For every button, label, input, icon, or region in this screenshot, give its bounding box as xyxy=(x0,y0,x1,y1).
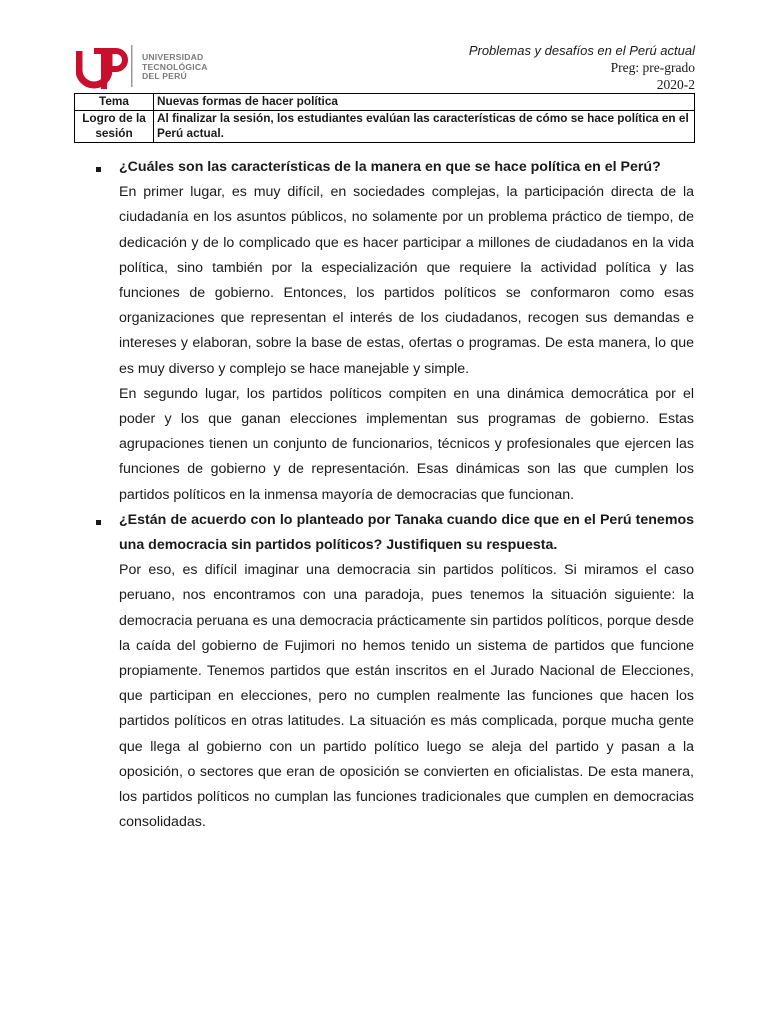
question-text: ¿Cuáles son las características de la manera en que se hace política en el Perú? xyxy=(119,159,661,175)
university-logo xyxy=(76,44,216,90)
bullet-icon xyxy=(96,167,101,172)
table-row xyxy=(75,110,695,142)
question-heading xyxy=(119,508,694,558)
program-label: Preg: pre-grado xyxy=(610,60,695,75)
utp-logo-icon xyxy=(76,44,136,90)
logo-line: UNIVERSIDAD xyxy=(142,52,204,62)
topic-value: Nuevas formas de hacer política xyxy=(154,94,695,111)
logo-line: DEL PERÚ xyxy=(142,71,187,81)
topic-label: Tema xyxy=(75,94,154,111)
answer-paragraph: Por eso, es difícil imaginar una democracia sin partidos políticos. Si miramos el caso peruano, nos encontramos con una paradoja, pues tenemos la situación siguiente: la democracia peruana es una democracia prácticamente sin partidos políticos, porque desde la caída del gobierno de Fujimori no hemos tenido un sistema de partidos que funcione propiamente. Tenemos partidos que están inscritos en el Jurado Nacional de Elecciones, que participan en elecciones, pero no cumplen realmente las funciones que hacen los partidos políticos en otras latitudes. La situación es más complicada, porque mucha gente que llega al gobierno con un partido político luego se aleja del partido y pasan a la oposición, o sectores que eran de oposición se convierten en oficialistas. De esta manera, los partidos políticos no cumplan las funciones tradicionales que cumplen en democracias consolidadas. xyxy=(119,562,694,831)
course-title: Problemas y desafíos en el Perú actual xyxy=(468,43,695,58)
bullet-icon xyxy=(96,520,101,525)
goal-value: Al finalizar la sesión, los estudiantes evalúan las características de cómo se hace política en el Perú actual. xyxy=(154,110,695,142)
answer-paragraph: En primer lugar, es muy difícil, en sociedades complejas, la participación directa de la ciudadanía en los asuntos públicos, no solamente por un problema práctico de tiempo, de dedicación y de lo complicado que es hacer participar a millones de ciudadanos en la vida política, sino también por la especialización que requiere la actividad política y las funciones de gobierno. Entonces, los partidos políticos se conformaron como esas organizaciones que representan el interés de los ciudadanos, recogen sus demandas e intereses y elaboran, sobre la base de estas, ofertas o programas. De esta manera, lo que es muy diverso y complejo se hace manejable y simple. xyxy=(119,184,694,377)
table-row xyxy=(75,94,695,111)
question-heading xyxy=(119,155,694,180)
document-header xyxy=(469,42,695,93)
goal-label: Logro de la sesión xyxy=(75,110,154,142)
logo-wordmark xyxy=(142,53,208,82)
document-body xyxy=(119,155,694,835)
term-label: 2020-2 xyxy=(656,77,695,92)
answer-paragraph: En segundo lugar, los partidos políticos compiten en una dinámica democrática por el poder y los que ganan elecciones implementan sus programas de gobierno. Estas agrupaciones tienen un conjunto de funcionarios, técnicos y profesionales que ejercen las funciones de gobierno y de representación. Esas dinámicas son las que cumplen los partidos políticos en la inmensa mayoría de democracias que funcionan. xyxy=(119,385,694,503)
logo-line: TECNOLÓGICA xyxy=(142,61,208,72)
session-info-table xyxy=(74,93,695,143)
question-text: ¿Están de acuerdo con lo planteado por Tanaka cuando dice que en el Perú tenemos una democracia sin partidos políticos? Justifiquen su respuesta. xyxy=(119,511,694,554)
